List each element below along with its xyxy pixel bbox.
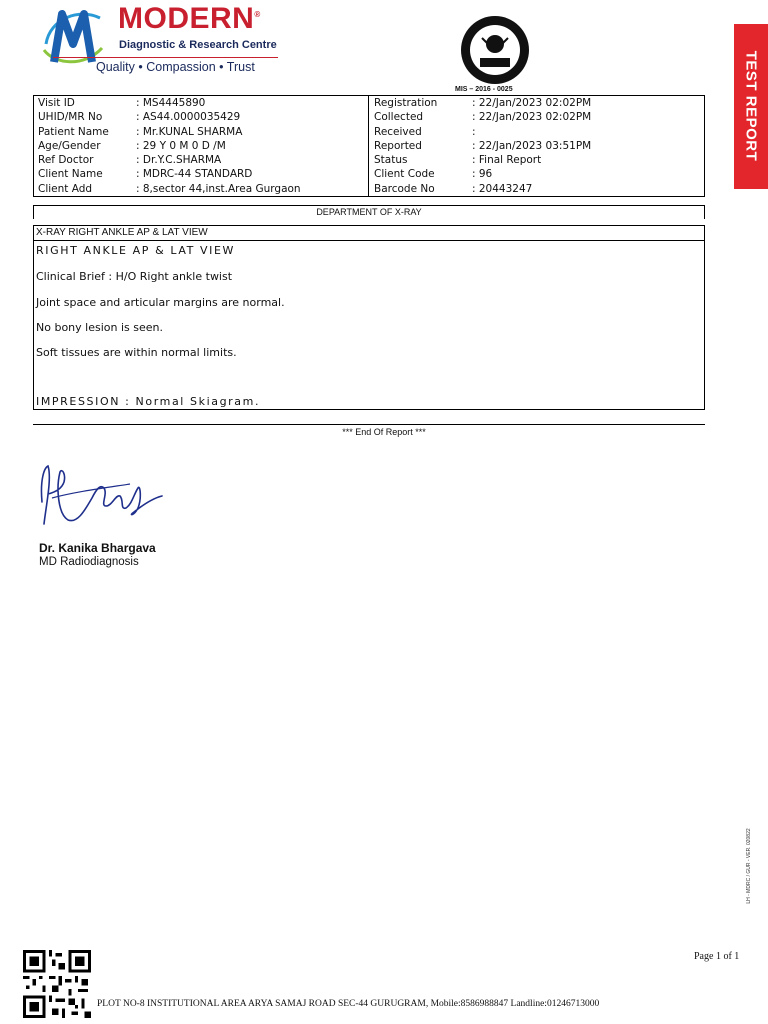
info-value: : (472, 125, 476, 138)
qr-code-icon (23, 950, 91, 1018)
info-value: : 8,sector 44,inst.Area Gurgaon (136, 182, 301, 195)
info-label: Ref Doctor (38, 154, 94, 167)
patient-info-divider (368, 95, 369, 197)
info-row-visit-id (38, 96, 301, 110)
accreditation-id: MIS – 2016 - 0025 (455, 86, 513, 93)
info-value: : 20443247 (472, 182, 533, 195)
info-label: Received (374, 125, 422, 138)
form-code-text: LH - MDRC / GUR - VER. 020822 (746, 828, 752, 904)
info-row-age-gender (38, 139, 301, 153)
header-divider (53, 57, 278, 58)
info-label: Reported (374, 139, 422, 152)
brand-subtitle: Diagnostic & Research Centre (119, 39, 277, 51)
info-value: : MS4445890 (136, 97, 206, 109)
info-value: : Mr.KUNAL SHARMA (136, 125, 243, 138)
info-row-client-add (38, 182, 301, 196)
report-heading: RIGHT ANKLE AP & LAT VIEW (36, 244, 236, 257)
info-label: Visit ID (38, 97, 75, 109)
info-value: : 29 Y 0 M 0 D /M (136, 139, 226, 152)
end-divider (33, 424, 705, 425)
info-value: : 22/Jan/2023 02:02PM (472, 97, 592, 109)
info-row-ref-doctor (38, 153, 301, 167)
footer-address: PLOT NO-8 INSTITUTIONAL AREA ARYA SAMAJ ROAD SEC-44 GURUGRAM, Mobile:8586988847 Landline:01246713000 (97, 999, 600, 1009)
exam-title: X-RAY RIGHT ANKLE AP & LAT VIEW (36, 227, 208, 238)
info-value: : AS44.0000035429 (136, 111, 241, 124)
info-row-client-code (374, 167, 591, 181)
test-report-tab (734, 24, 768, 189)
brand-name: MODERN® (118, 2, 261, 35)
test-report-label: TEST REPORT (742, 50, 760, 162)
info-row-status (374, 153, 591, 167)
info-value: : 96 (472, 168, 493, 181)
info-value: : 22/Jan/2023 02:02PM (472, 111, 592, 124)
info-value: : Final Report (472, 154, 542, 167)
info-row-uhid (38, 110, 301, 124)
tagline: Quality • Compassion • Trust (96, 60, 255, 74)
info-label: Barcode No (374, 182, 435, 195)
finding-line: Joint space and articular margins are normal. (36, 296, 285, 309)
form-code (744, 826, 754, 906)
info-row-registration (374, 96, 591, 110)
info-label: Status (374, 154, 408, 167)
department-bar (33, 205, 705, 219)
info-value: : Dr.Y.C.SHARMA (136, 154, 222, 167)
finding-line: Soft tissues are within normal limits. (36, 346, 237, 359)
signatory-degree: MD Radiodiagnosis (39, 556, 139, 568)
department-title: DEPARTMENT OF X-RAY (316, 207, 422, 217)
patient-info-right (374, 96, 591, 196)
info-value: : MDRC-44 STANDARD (136, 168, 253, 181)
info-row-patient-name (38, 125, 301, 139)
report-title-divider (33, 240, 705, 241)
info-row-received (374, 125, 591, 139)
info-row-barcode (374, 182, 591, 196)
info-label: Patient Name (38, 125, 109, 138)
info-row-client-name (38, 167, 301, 181)
end-of-report: *** End Of Report *** (342, 427, 426, 437)
info-value: : 22/Jan/2023 03:51PM (472, 139, 592, 152)
signatory-name: Dr. Kanika Bhargava (39, 541, 156, 555)
info-label: Registration (374, 97, 438, 109)
page-number: Page 1 of 1 (694, 951, 740, 962)
info-label: Client Code (374, 168, 435, 181)
info-label: Age/Gender (38, 139, 101, 152)
clinical-brief: Clinical Brief : H/O Right ankle twist (36, 270, 233, 283)
info-row-reported (374, 139, 591, 153)
info-label: Client Name (38, 168, 103, 181)
info-label: Collected (374, 111, 424, 124)
info-label: UHID/MR No (38, 111, 103, 124)
impression: IMPRESSION : Normal Skiagram. (36, 395, 261, 408)
info-row-collected (374, 110, 591, 124)
info-label: Client Add (38, 182, 93, 195)
finding-line: No bony lesion is seen. (36, 321, 163, 334)
signature-image (34, 458, 168, 538)
patient-info-left (38, 96, 301, 196)
